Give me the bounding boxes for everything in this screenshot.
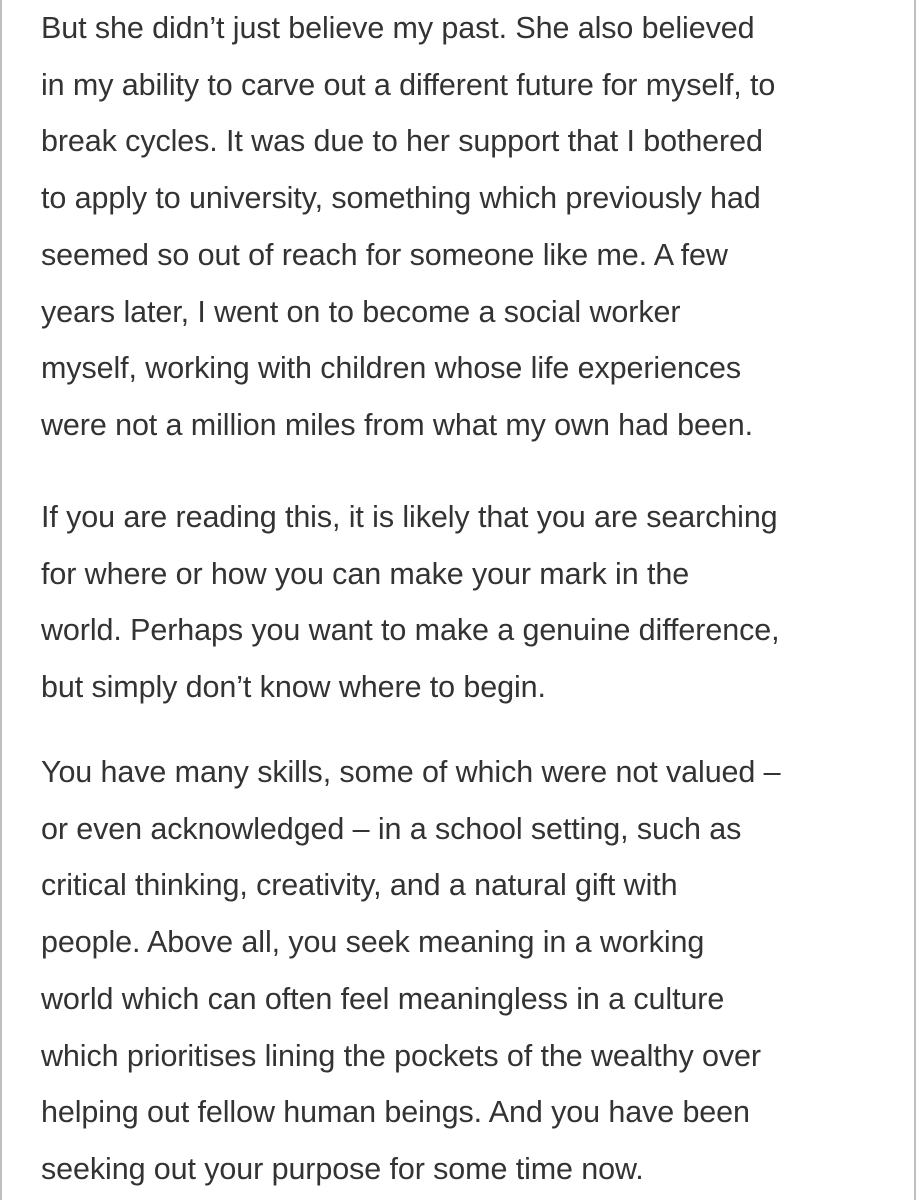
text-line: critical thinking, creativity, and a natural gift with (41, 868, 678, 903)
text-line: in my ability to carve out a different future for myself, to (41, 67, 776, 102)
paragraph-1 (41, 0, 901, 454)
paragraph-2 (41, 489, 901, 716)
text-line: seeking out your purpose for some time now. (41, 1151, 644, 1186)
text-line: to apply to university, something which previously had (41, 181, 761, 216)
text-line: people. Above all, you seek meaning in a working (41, 925, 705, 960)
text-line: helping out fellow human beings. And you have been (41, 1095, 750, 1130)
text-line: If you are reading this, it is likely that you are searching (41, 500, 778, 534)
text-line: or even acknowledged – in a school setting, such as (41, 811, 742, 846)
text-line: years later, I went on to become a social worker (41, 294, 681, 329)
text-line: break cycles. It was due to her support that I bothered (41, 124, 763, 159)
text-line: You have many skills, some of which were not valued – (41, 755, 781, 789)
text-line: seemed so out of reach for someone like me. A few (41, 237, 728, 272)
text-line: but simply don’t know where to begin. (41, 670, 546, 705)
paragraph-3 (41, 744, 901, 1198)
left-page-edge (0, 0, 2, 1200)
text-line: But she didn’t just believe my past. She also believed (41, 11, 755, 45)
text-line: for where or how you can make your mark in the (41, 556, 690, 591)
text-line: world which can often feel meaningless in a culture (41, 981, 725, 1016)
text-line: were not a million miles from what my own had been. (41, 407, 753, 442)
text-line: myself, working with children whose life experiences (41, 351, 741, 386)
text-line: which prioritises lining the pockets of the wealthy over (41, 1038, 761, 1073)
text-line: world. Perhaps you want to make a genuine difference, (41, 613, 780, 648)
